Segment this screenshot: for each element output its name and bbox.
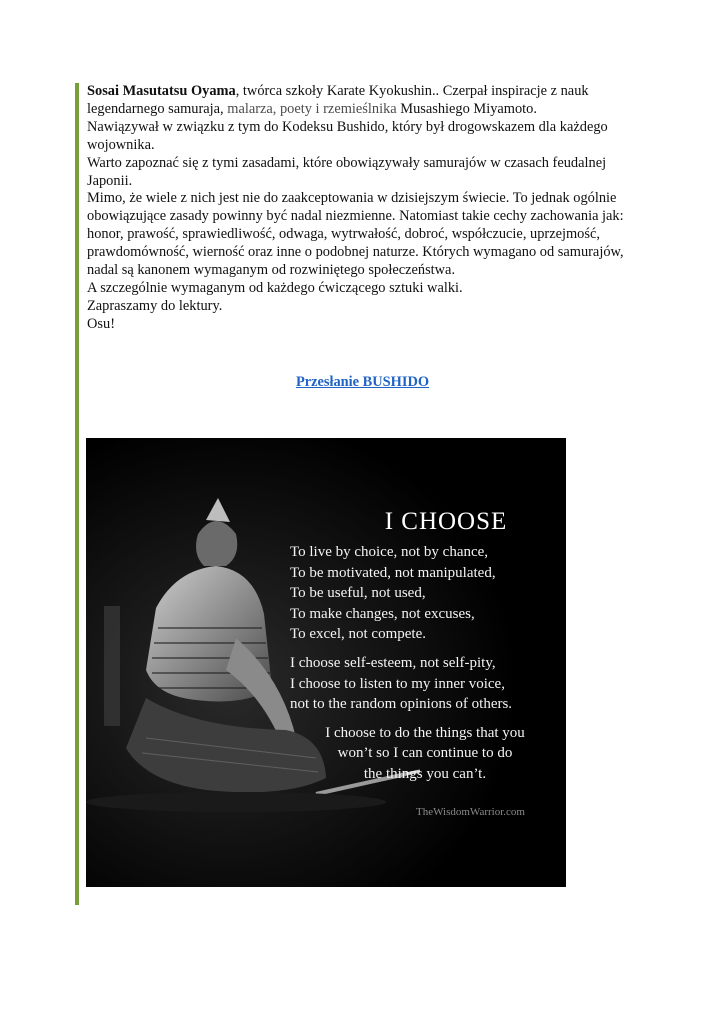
intro-text: [87, 83, 647, 334]
quote-line: I choose to listen to my inner voice,: [290, 675, 505, 692]
intro-line-14: Osu!: [87, 315, 115, 332]
intro-line-7: Mimo, że wiele z nich jest nie do zaakceptowania w dzisiejszym świecie. To jednak ogólnie: [87, 190, 617, 207]
quote-line: To be useful, not used,: [290, 585, 426, 602]
intro-line-4: wojownika.: [87, 136, 155, 153]
author-name: Sosai Masutatsu Oyama: [87, 83, 236, 99]
quote-line: I choose to do the things that you: [325, 724, 525, 741]
quote-line: To excel, not compete.: [290, 626, 426, 643]
intro-line-5: Warto zapoznać się z tymi zasadami, które obowiązywały samurajów w czasach feudalnej: [87, 154, 607, 171]
quote-line: not to the random opinions of others.: [290, 696, 513, 713]
left-accent-rule: [75, 83, 79, 905]
poster-credit: TheWisdomWarrior.com: [416, 806, 525, 818]
intro-line-9: honor, prawość, sprawiedliwość, odwaga, wytrwałość, dobroć, współczucie, uprzejmość,: [87, 226, 600, 243]
poster-title: I CHOOSE: [384, 508, 508, 535]
quote-line: the things you can’t.: [363, 765, 487, 782]
intro-line-1: Sosai Masutatsu Oyama, twórca szkoły Karate Kyokushin.. Czerpał inspiracje z nauk: [87, 83, 589, 99]
intro-line-8: obowiązujące zasady powinny być nadal niezmienne. Natomiast takie cechy zachowania jak:: [87, 208, 624, 225]
bushido-link-container: [0, 373, 725, 391]
quote-line: To make changes, not excuses,: [290, 605, 475, 622]
intro-line-2: legendarnego samuraja, malarza, poety i rzemieślnika Musashiego Miyamoto.: [87, 100, 537, 117]
intro-line-3: Nawiązywał w związku z tym do Kodeksu Bushido, który był drogowskazem dla każdego: [87, 118, 608, 135]
quote-line: I choose self-esteem, not self-pity,: [290, 654, 496, 671]
quote-line: won’t so I can continue to do: [337, 745, 513, 762]
intro-line-11: nadal są kanonem wymaganym od rozwiniętego społeczeństwa.: [87, 262, 456, 279]
intro-line-6: Japonii.: [87, 172, 133, 189]
i-choose-poster: [86, 438, 566, 887]
intro-line-10: prawdomówność, wierność oraz inne o podobnej naturze. Których wymagano od samurajów,: [87, 244, 624, 261]
intro-line-13: Zapraszamy do lektury.: [87, 297, 223, 314]
poster-quote: [290, 542, 566, 785]
quote-line: To live by choice, not by chance,: [290, 544, 489, 560]
quote-line: To be motivated, not manipulated,: [290, 564, 496, 581]
bushido-link[interactable]: Przesłanie BUSHIDO: [295, 374, 430, 390]
intro-line-12: A szczególnie wymaganym od każdego ćwiczącego sztuki walki.: [87, 279, 463, 296]
